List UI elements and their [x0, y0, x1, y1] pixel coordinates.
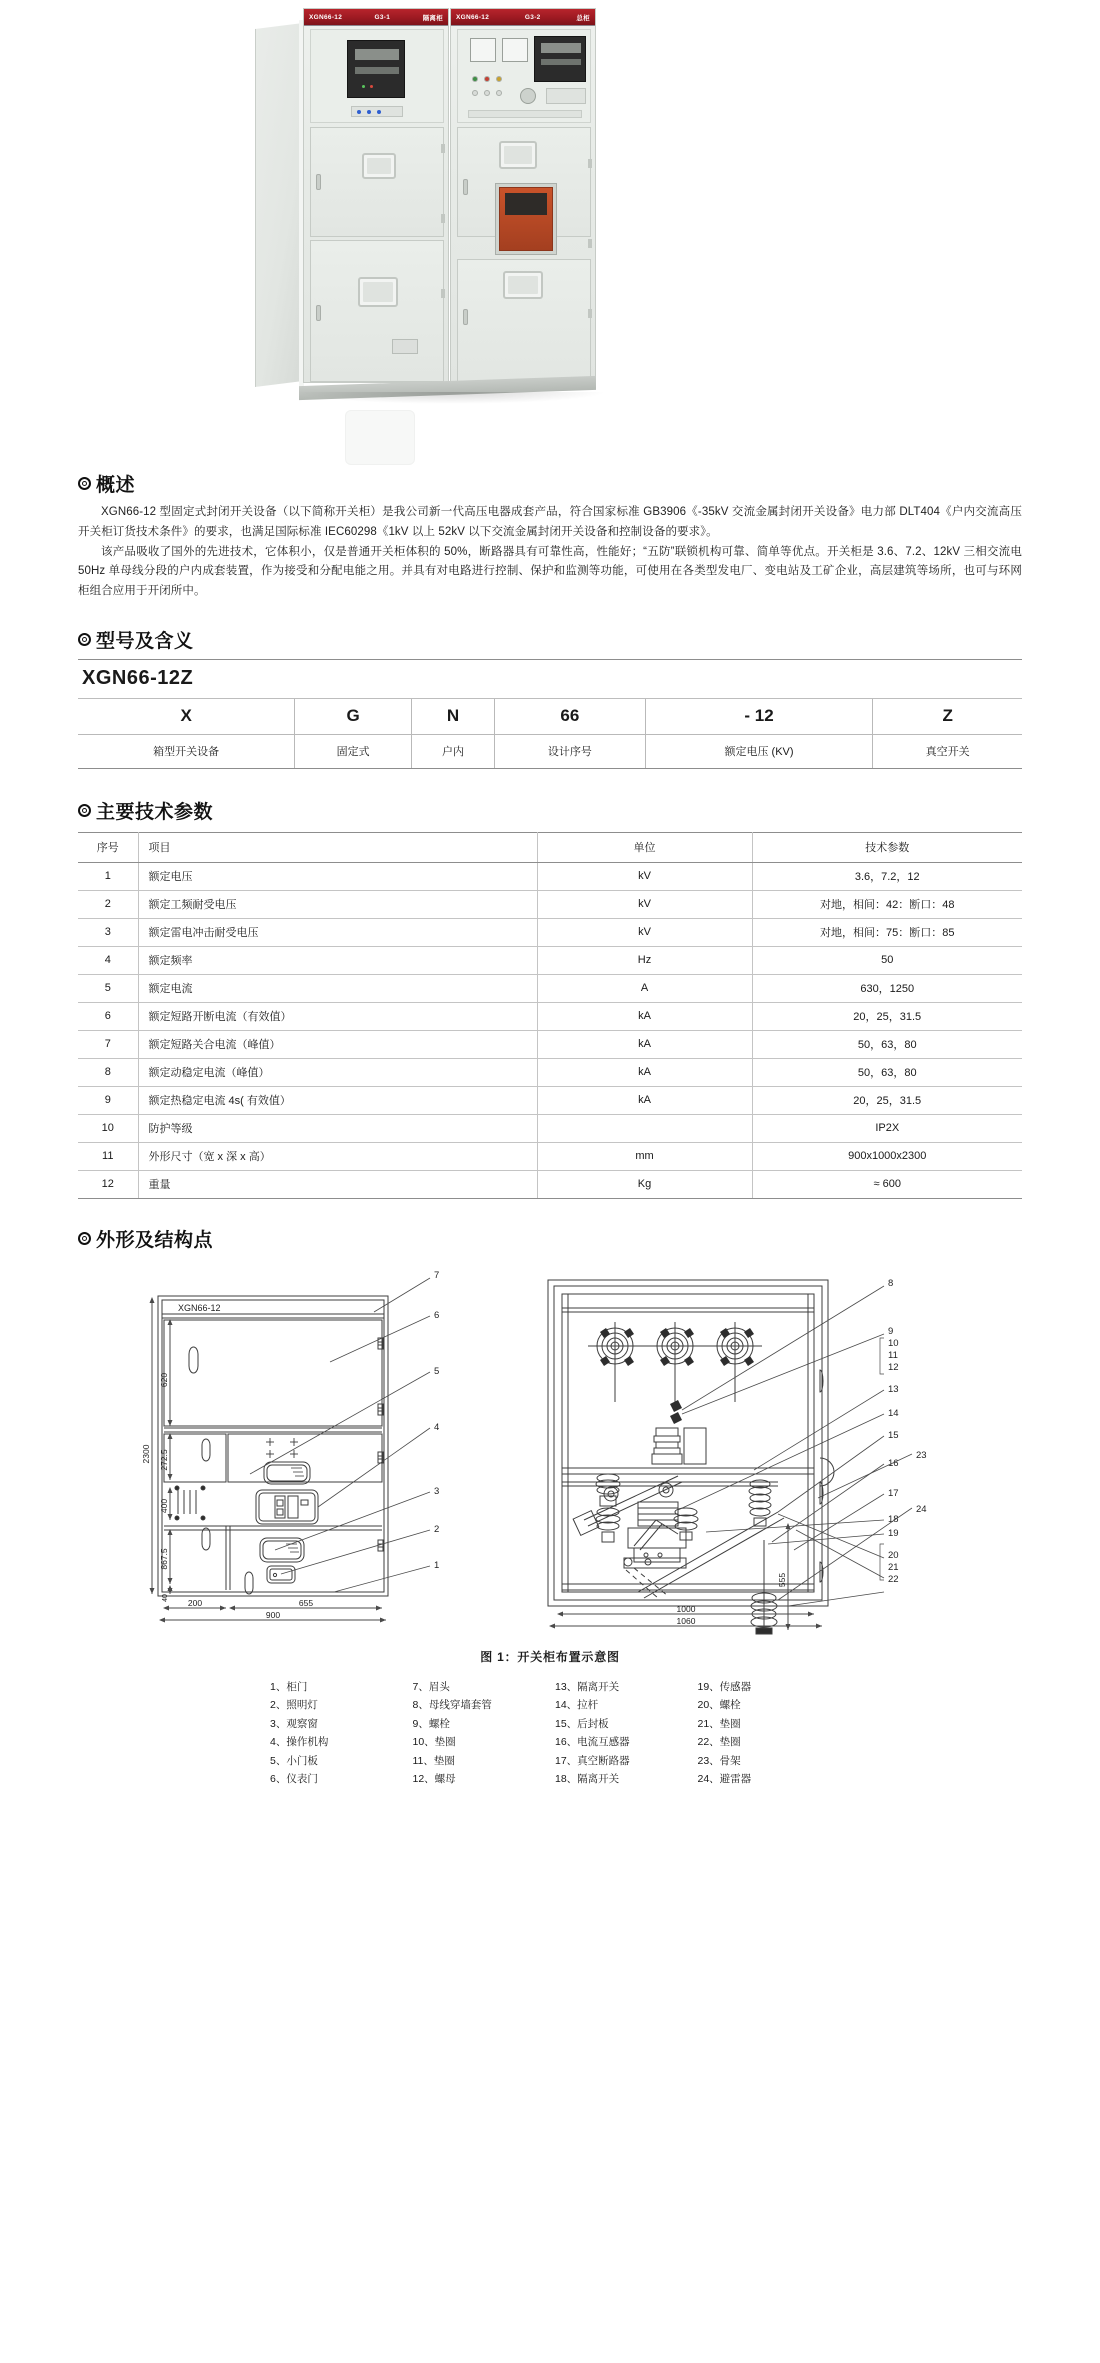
model-code-0: X [78, 699, 295, 735]
spec-cell-unit: kV [537, 862, 752, 890]
legend-item: 18、隔离开关 [555, 1773, 620, 1786]
model-code-3: 66 [495, 699, 646, 735]
callout-4: 4 [434, 1421, 440, 1433]
spec-cell-unit: Hz [537, 946, 752, 974]
table-row [78, 946, 1022, 974]
overview-paragraph-1: XGN66-12 型固定式封闭开关设备（以下简称开关柜）是我公司新一代高压电器成套产品，符合国家标准 GB3906《-35kV 交流金属封闭开关设备》电力部 DLT404《户内交流高压开关柜订货技术条件》的要求，也满足国际标准 IEC60298《1kV 以上 52kV 以下交流金属封闭开关设备和控制设备的要求》。 [78, 506, 1022, 538]
table-row [78, 918, 1022, 946]
instrument-panel-right [457, 29, 591, 123]
observation-window-lower-right [503, 271, 543, 299]
spec-heading [78, 797, 1022, 824]
status-led-green [362, 85, 365, 88]
legend-item: 24、避雷器 [697, 1773, 752, 1786]
spec-cell-value: 20，25，31.5 [752, 1086, 1022, 1114]
table-row [78, 1058, 1022, 1086]
legend-item: 1、柜门 [270, 1680, 308, 1693]
table-row [78, 1114, 1022, 1142]
legend-item: 17、真空断路器 [555, 1754, 630, 1767]
indicator-led-blue-1 [357, 110, 361, 114]
model-breakdown-table [78, 699, 1022, 769]
callout-1: 1 [434, 1559, 440, 1571]
door-hinge-1 [441, 144, 445, 153]
spec-cell-no: 7 [78, 1030, 138, 1058]
technical-parameters-table [78, 832, 1022, 1199]
door-handle-lower-right[interactable] [463, 309, 468, 325]
dim-867-5: 867.5 [159, 1548, 169, 1570]
callout-3: 3 [434, 1485, 440, 1497]
spec-cell-item: 防护等级 [138, 1114, 537, 1142]
model-meaning-5: 真空开关 [873, 734, 1022, 768]
dim-1000: 1000 [676, 1603, 696, 1614]
spec-cell-item: 重量 [138, 1170, 537, 1198]
legend-item: 15、后封板 [555, 1717, 609, 1730]
spec-header-row [78, 832, 1022, 862]
control-button-3[interactable] [496, 76, 502, 82]
spec-cell-value: 50，63，80 [752, 1058, 1022, 1086]
spec-cell-unit [537, 1114, 752, 1142]
spec-cell-value: 对地，相间：75：断口：85 [752, 918, 1022, 946]
spec-cell-item: 额定动稳定电流（峰值） [138, 1058, 537, 1086]
cabinet-left-side-panel [255, 23, 303, 387]
window-glass-lower [363, 282, 393, 302]
floor-shadow [295, 392, 607, 404]
legend-item: 21、垫圈 [697, 1717, 741, 1730]
legend-item: 14、拉杆 [555, 1699, 599, 1712]
legend-item: 7、眉头 [412, 1680, 450, 1693]
model-code-5: Z [873, 699, 1022, 735]
bullet-ring-icon-3 [78, 804, 91, 817]
callout-7: 7 [434, 1269, 440, 1281]
spec-col-item: 项目 [138, 832, 537, 862]
cabinet-door-lower-left[interactable] [310, 240, 444, 382]
document-body [0, 470, 1100, 1786]
spec-cell-item: 额定短路开断电流（有效值） [138, 1002, 537, 1030]
table-row [78, 862, 1022, 890]
spec-col-no: 序号 [78, 832, 138, 862]
control-button-5[interactable] [484, 90, 490, 96]
legend-item: 12、螺母 [412, 1773, 456, 1786]
dim-620: 620 [159, 1372, 169, 1387]
spec-cell-unit: kA [537, 1058, 752, 1086]
control-button-2[interactable] [484, 76, 490, 82]
legend-item: 6、仪表门 [270, 1773, 318, 1786]
callout-9: 9 [888, 1325, 894, 1337]
table-row [78, 1030, 1022, 1058]
window-glass-lower-right [508, 276, 538, 294]
structure-heading-label: 外形及结构点 [96, 1229, 214, 1251]
callout-12: 12 [888, 1361, 899, 1373]
cabinet-unit-g3-1 [303, 8, 449, 383]
spec-cell-unit: A [537, 974, 752, 1002]
callout-8: 8 [888, 1277, 894, 1289]
indicator-led-blue-3 [377, 110, 381, 114]
spec-cell-no: 12 [78, 1170, 138, 1198]
dim-1060: 1060 [676, 1615, 696, 1626]
dim-200: 200 [187, 1597, 203, 1608]
model-meaning-0: 箱型开关设备 [78, 734, 295, 768]
door-hinge-2 [441, 214, 445, 223]
model-heading-label: 型号及含义 [96, 630, 194, 652]
callout-17: 17 [888, 1487, 899, 1499]
model-code-1: G [295, 699, 412, 735]
spec-cell-unit: kV [537, 918, 752, 946]
spec-cell-unit: mm [537, 1142, 752, 1170]
cabinet-right-banner [451, 9, 595, 26]
door-hinge-5 [588, 239, 592, 248]
model-meaning-2: 户内 [412, 734, 495, 768]
overview-paragraph-2: 该产品吸收了国外的先进技术，它体积小，仅是普通开关柜体积的 50%，断路器具有可靠性高，性能好；“五防”联锁机构可靠、简单等优点。开关柜是 3.6、7.2、12kV 三相交流电 50Hz 单母线分段的户内成套装置，作为接受和分配电能之用。并具有对电路进行控制、保护和监测等功能，可使用在各类型发电厂、变电站及工矿企业，高层建筑等场所，也可与环网柜组合应用于开闭所中。 [78, 545, 1022, 598]
model-heading [78, 626, 1022, 653]
model-code-2: N [412, 699, 495, 735]
relay-meter-left [347, 40, 405, 98]
table-row [78, 1142, 1022, 1170]
spec-cell-no: 11 [78, 1142, 138, 1170]
table-row [78, 1086, 1022, 1114]
meter-screen-secondary [355, 67, 399, 74]
spec-cell-value: IP2X [752, 1114, 1022, 1142]
model-code-row [78, 699, 1022, 735]
legend-item: 20、螺栓 [697, 1699, 741, 1712]
callout-15: 15 [888, 1429, 899, 1441]
spec-cell-no: 1 [78, 862, 138, 890]
cabinet-left-banner [304, 9, 448, 26]
switchgear-cabinets [255, 8, 600, 393]
cabinet-right-model: XGN66-12 [456, 13, 490, 21]
door-hinge-3 [441, 289, 445, 298]
legend-item: 11、垫圈 [412, 1754, 455, 1767]
callout-20: 20 [888, 1549, 899, 1561]
window-glass [367, 158, 391, 174]
spec-cell-item: 额定工频耐受电压 [138, 890, 537, 918]
spec-cell-item: 额定电压 [138, 862, 537, 890]
bullet-ring-icon-2 [78, 633, 91, 646]
spec-cell-no: 5 [78, 974, 138, 1002]
spec-cell-item: 额定短路关合电流（峰值） [138, 1030, 537, 1058]
callout-24: 24 [916, 1503, 927, 1515]
callout-14: 14 [888, 1407, 899, 1419]
observation-window-lower-left [358, 277, 398, 307]
meter-screen [355, 49, 399, 60]
cabinet-door-upper-left[interactable] [310, 127, 444, 237]
control-button-6[interactable] [496, 90, 502, 96]
spec-cell-unit: Kg [537, 1170, 752, 1198]
spec-heading-label: 主要技术参数 [96, 801, 214, 823]
structure-diagram [78, 1262, 1022, 1642]
table-row [78, 890, 1022, 918]
control-button-4[interactable] [472, 90, 478, 96]
legend-item: 13、隔离开关 [555, 1680, 620, 1693]
door-hinge-6 [588, 309, 592, 318]
spec-cell-no: 8 [78, 1058, 138, 1086]
ammeter-gauge-1 [470, 38, 496, 62]
spec-cell-value: ≈ 600 [752, 1170, 1022, 1198]
spec-cell-item: 外形尺寸（宽 x 深 x 高） [138, 1142, 537, 1170]
terminal-strip-right [546, 88, 586, 104]
callout-6: 6 [434, 1309, 440, 1321]
callout-10: 10 [888, 1337, 899, 1349]
legend-item: 16、电流互感器 [555, 1736, 630, 1749]
structure-heading [78, 1225, 1022, 1252]
callout-13: 13 [888, 1383, 899, 1395]
control-button-1[interactable] [472, 76, 478, 82]
dim-555: 555 [777, 1572, 787, 1587]
legend-item: 9、螺栓 [412, 1717, 450, 1730]
spec-cell-no: 6 [78, 1002, 138, 1030]
callout-23: 23 [916, 1449, 927, 1461]
model-meaning-4: 额定电压 (KV) [645, 734, 873, 768]
spec-cell-value: 对地，相间：42：断口：48 [752, 890, 1022, 918]
spec-cell-value: 50，63，80 [752, 1030, 1022, 1058]
spec-cell-unit: kV [537, 890, 752, 918]
overview-heading [78, 470, 1022, 497]
door-handle-upper-right[interactable] [463, 179, 468, 195]
spec-cell-unit: kA [537, 1086, 752, 1114]
callout-11: 11 [888, 1349, 898, 1361]
model-meaning-1: 固定式 [295, 734, 412, 768]
bullet-ring-icon-4 [78, 1232, 91, 1245]
dim-40: 40 [162, 1593, 169, 1602]
spec-cell-no: 9 [78, 1086, 138, 1114]
bullet-ring-icon [78, 477, 91, 490]
spec-table-body [78, 862, 1022, 1198]
spec-cell-no: 3 [78, 918, 138, 946]
cabinet-unit-g3-2 [450, 8, 596, 383]
model-meaning-row [78, 734, 1022, 768]
cabinet-front-faces [303, 8, 596, 390]
relay-screen [541, 43, 581, 53]
orange-relay-screen [505, 193, 547, 215]
cabinet-left-function: 隔离柜 [422, 14, 443, 22]
cabinet-right-bay: G3-2 [524, 13, 541, 21]
status-led-red [370, 85, 373, 88]
instrument-panel-left [310, 29, 444, 123]
spec-cell-item: 额定电流 [138, 974, 537, 1002]
legend-item: 23、骨架 [697, 1754, 741, 1767]
model-table-wrapper [78, 659, 1022, 769]
callout-18: 18 [888, 1513, 899, 1525]
legend-item: 8、母线穿墙套管 [412, 1699, 492, 1712]
dim-655: 655 [298, 1597, 314, 1608]
table-row [78, 1170, 1022, 1198]
legend-item: 3、观察窗 [270, 1717, 318, 1730]
cabinet-left-bay: G3-1 [374, 13, 391, 21]
spec-cell-value: 3.6，7.2，12 [752, 862, 1022, 890]
model-code-4: - 12 [645, 699, 873, 735]
switchgear-layout-drawing [78, 1262, 1022, 1642]
dim-272-5: 272.5 [159, 1449, 169, 1471]
figure-caption: 图 1：开关柜布置示意图 [480, 1649, 620, 1664]
table-row [78, 974, 1022, 1002]
model-meaning-3: 设计序号 [495, 734, 646, 768]
callout-19: 19 [888, 1527, 899, 1539]
door-hinge-4 [588, 159, 592, 168]
legend-item: 4、操作机构 [270, 1736, 329, 1749]
legend-item: 2、照明灯 [270, 1699, 318, 1712]
callout-2: 2 [434, 1523, 440, 1535]
door-handle-upper-left[interactable] [316, 174, 321, 190]
spec-cell-unit: kA [537, 1030, 752, 1058]
dim-900: 900 [265, 1609, 281, 1620]
door-handle-lower-left[interactable] [316, 305, 321, 321]
model-designation: XGN66-12Z [78, 659, 1022, 699]
ammeter-gauge-2 [502, 38, 528, 62]
window-glass-right [504, 146, 532, 164]
spec-cell-no: 4 [78, 946, 138, 974]
table-row [78, 1002, 1022, 1030]
spec-cell-no: 2 [78, 890, 138, 918]
cabinet-left-model: XGN66-12 [309, 13, 343, 21]
callout-5: 5 [434, 1365, 440, 1377]
legend-item: 5、小门板 [270, 1754, 318, 1767]
spec-cell-value: 20，25，31.5 [752, 1002, 1022, 1030]
spec-cell-item: 额定雷电冲击耐受电压 [138, 918, 537, 946]
dim-400: 400 [159, 1498, 169, 1513]
spec-cell-value: 50 [752, 946, 1022, 974]
observation-window-right [499, 141, 537, 169]
spec-cell-item: 额定热稳定电流 4s( 有效值） [138, 1086, 537, 1114]
legend-item: 10、垫圈 [412, 1736, 456, 1749]
protection-relay-right [534, 36, 586, 82]
spec-cell-item: 额定频率 [138, 946, 537, 974]
dim-2300: 2300 [141, 1444, 151, 1464]
callout-21: 21 [888, 1561, 899, 1573]
component-legend [270, 1679, 830, 1787]
product-photo [0, 0, 1100, 470]
spec-col-value: 技术参数 [752, 832, 1022, 862]
spec-cell-no: 10 [78, 1114, 138, 1142]
nameplate-left [392, 339, 418, 354]
legend-item: 19、传感器 [697, 1680, 752, 1693]
relay-screen-2 [541, 59, 581, 65]
spec-col-unit: 单位 [537, 832, 752, 862]
spec-cell-value: 900x1000x2300 [752, 1142, 1022, 1170]
legend-item: 22、垫圈 [697, 1736, 741, 1749]
background-watermark [345, 410, 415, 465]
overview-heading-label: 概述 [96, 475, 136, 496]
callout-22: 22 [888, 1573, 899, 1585]
mimic-diagram [468, 110, 582, 118]
indicator-led-blue-2 [367, 110, 371, 114]
left-view-model-label: XGN66-12 [178, 1302, 221, 1313]
control-switch-knob[interactable] [520, 88, 536, 104]
spec-cell-unit: kA [537, 1002, 752, 1030]
observation-window-left [362, 153, 396, 179]
callout-16: 16 [888, 1457, 899, 1469]
spec-cell-value: 630，1250 [752, 974, 1022, 1002]
cabinet-right-function: 总柜 [576, 14, 590, 22]
